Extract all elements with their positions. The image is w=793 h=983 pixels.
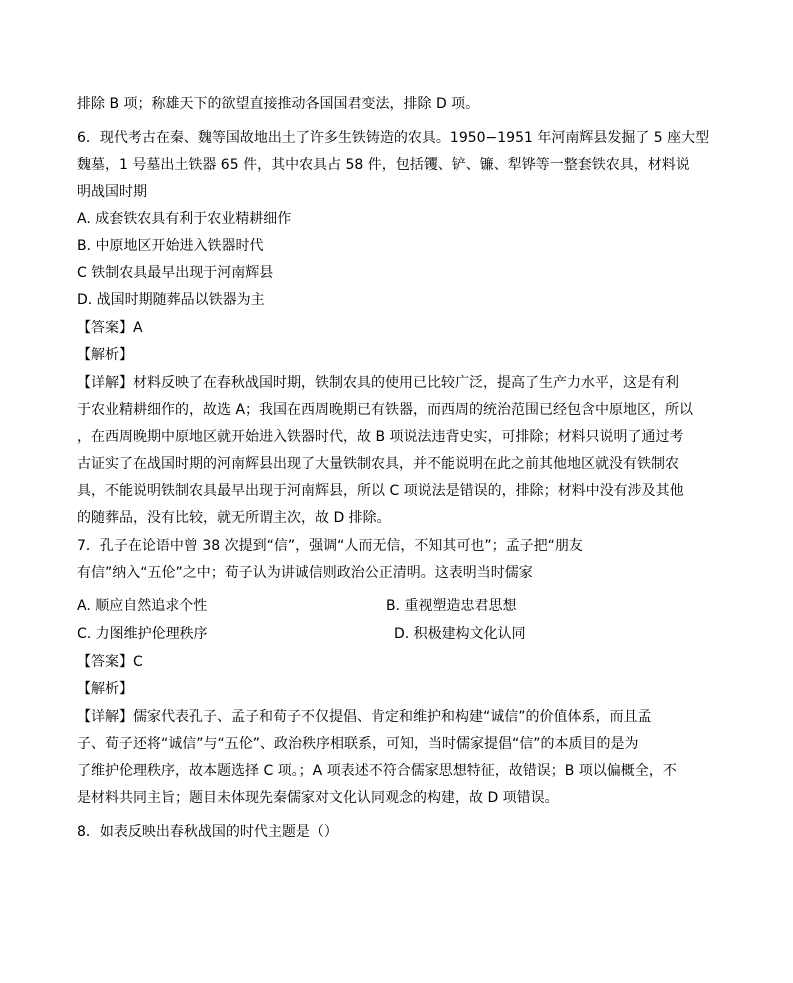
q7-analysis-label: 【解析】 — [77, 681, 133, 697]
q8-stem: 8．如表反映出春秋战国的时代主题是（） — [77, 824, 338, 840]
q6-option-c: C 铁制农具最早出现于河南辉县 — [77, 265, 274, 281]
q6-detail-line-2: 于农业精耕细作的，故选 A；我国在西周晚期已有铁器，而西周的统治范围已经包含中原地区，所以 — [77, 402, 694, 418]
q6-option-b: B. 中原地区开始进入铁器时代 — [77, 238, 264, 254]
q7-stem-line-2: 有信”纳入“五伦”之中；荀子认为讲诚信则政治公正清明。这表明当时儒家 — [77, 565, 533, 581]
q7-detail-line-1: 【详解】儒家代表孔子、孟子和荀子不仅提倡、肯定和维护和构建“诚信”的价值体系，而且孟 — [77, 709, 652, 725]
q7-detail-line-2: 子、荀子还将“诚信”与“五伦”、政治秩序相联系，可知，当时儒家提倡“信”的本质目的是为 — [77, 736, 639, 752]
q6-option-d: D. 战国时期随葬品以铁器为主 — [77, 292, 265, 308]
q6-detail-line-5: 具，不能说明铁制农具最早出现于河南辉县，所以 C 项说法是错误的，排除；材料中没有涉及其他 — [77, 483, 684, 499]
q7-detail-line-3: 了维护伦理秩序，故本题选择 C 项。；A 项表述不符合儒家思想特征，故错误；B 项以偏概全，不 — [77, 763, 677, 779]
q6-stem-line-1: 6．现代考古在秦、魏等国故地出土了许多生铁铸造的农具。1950−1951 年河南辉县发掘了 5 座大型 — [77, 130, 710, 146]
q6-detail-line-6: 的随葬品，没有比较，就无所谓主次，故 D 排除。 — [77, 510, 391, 526]
prev-answer-tail: 排除 B 项；称雄天下的欲望直接推动各国国君变法，排除 D 项。 — [77, 96, 480, 112]
q7-stem-line-1: 7．孔子在论语中曾 38 次提到“信”，强调“人而无信，不知其可也”；孟子把“朋友 — [77, 538, 583, 554]
q7-option-b: B. 重视塑造忠君思想 — [386, 598, 517, 614]
q7-answer: 【答案】C — [77, 654, 143, 670]
q6-analysis-label: 【解析】 — [77, 347, 133, 363]
q6-answer: 【答案】A — [77, 320, 143, 336]
q7-option-d: D. 积极建构文化认同 — [394, 626, 526, 642]
q6-stem-line-2: 魏墓，1 号墓出土铁器 65 件，其中农具占 58 件，包括䦆、铲、镰、犁铧等一整套铁农具，材料说 — [77, 157, 690, 173]
q7-option-a: A. 顺应自然追求个性 — [77, 598, 208, 614]
q6-stem-line-3: 明战国时期 — [77, 184, 147, 200]
q6-option-a: A. 成套铁农具有利于农业精耕细作 — [77, 211, 292, 227]
q6-detail-line-3: ，在西周晚期中原地区就开始进入铁器时代，故 B 项说法违背史实，可排除；材料只说明了通过考 — [77, 429, 684, 445]
q6-detail-line-4: 古证实了在战国时期的河南辉县出现了大量铁制农具，并不能说明在此之前其他地区就没有铁制农 — [77, 456, 679, 472]
q6-detail-line-1: 【详解】材料反映了在春秋战国时期，铁制农具的使用已比较广泛，提高了生产力水平，这是有利 — [77, 375, 679, 391]
q7-detail-line-4: 是材料共同主旨；题目未体现先秦儒家对文化认同观念的构建，故 D 项错误。 — [77, 790, 559, 806]
q7-option-c: C. 力图维护伦理秩序 — [77, 626, 208, 642]
